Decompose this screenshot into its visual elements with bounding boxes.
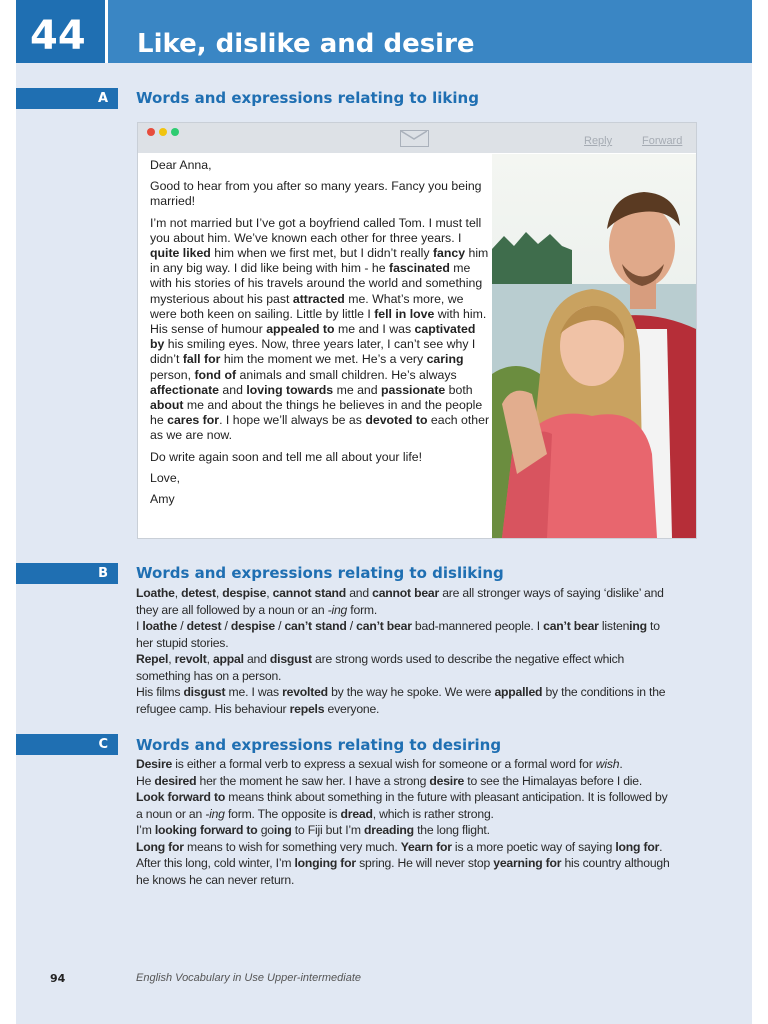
key-word: ing xyxy=(273,823,292,837)
section-c-line-3 xyxy=(136,789,676,822)
text: He xyxy=(136,773,155,788)
key-word: long for xyxy=(615,839,660,854)
key-phrase: caring xyxy=(426,352,464,367)
text: , xyxy=(206,652,213,666)
envelope-icon xyxy=(400,130,429,147)
text: , xyxy=(266,586,273,600)
text: I xyxy=(136,619,143,633)
section-a-tab xyxy=(16,88,118,109)
email-toolbar xyxy=(138,123,696,153)
text: person, xyxy=(150,367,195,382)
text: each other as we are now. xyxy=(150,413,490,443)
text: His films xyxy=(136,685,184,699)
text: me and I was xyxy=(334,322,415,337)
section-a-letter: A xyxy=(97,91,108,106)
maximize-dot-icon xyxy=(171,128,179,136)
key-phrase: captivated by xyxy=(150,322,476,352)
key-word: loathe xyxy=(142,619,178,633)
text: to see the Himalayas before I die. xyxy=(464,773,643,788)
text: form. The opposite is xyxy=(224,806,341,821)
text: me and about the things he believes in and the people he xyxy=(150,398,483,428)
letter-paragraph-4: Do write again soon and tell me all about your life! xyxy=(150,449,423,464)
text: , xyxy=(168,652,175,666)
key-word: Desire xyxy=(136,757,173,771)
section-b-line-4 xyxy=(136,684,676,717)
key-word: can’t bear xyxy=(543,619,599,633)
section-c-line-1 xyxy=(136,756,676,773)
text: I’m not married but I’ve got a boyfriend called Tom. I must tell you about him. We’ve known each other for three years. I xyxy=(150,215,482,245)
key-phrase: fancy xyxy=(432,246,466,261)
text: spring. He will never stop xyxy=(355,856,494,870)
key-phrase: fond of xyxy=(194,367,237,382)
key-phrase: affectionate xyxy=(150,382,220,397)
key-word: despise xyxy=(222,586,267,600)
key-word: dread xyxy=(340,806,373,821)
text: / xyxy=(221,619,231,633)
text: I’m xyxy=(136,823,155,837)
key-word: detest xyxy=(186,619,222,633)
unit-title: Like, dislike and desire xyxy=(137,29,475,59)
key-word: detest xyxy=(181,586,216,600)
key-word: disgust xyxy=(183,685,226,699)
key-word: Loathe xyxy=(136,586,175,600)
text: by the way he spoke. We were xyxy=(327,685,495,699)
key-word: can’t bear xyxy=(356,619,412,633)
text: . I hope we’ll always be as xyxy=(219,413,366,428)
text: and xyxy=(243,652,270,666)
key-word: desired xyxy=(154,773,197,788)
key-phrase: loving towards xyxy=(246,382,334,397)
text: are strong words used to describe the negative effect which something has on a person. xyxy=(136,652,625,683)
email-window xyxy=(137,122,697,539)
text: go xyxy=(257,823,274,837)
key-phrase: fall for xyxy=(182,352,221,367)
text: form. xyxy=(347,602,378,617)
text: listen xyxy=(598,619,630,633)
key-word: desire xyxy=(429,773,465,788)
text: are all stronger ways of saying ‘dislike’ and they are all followed by a noun or an xyxy=(136,586,664,617)
section-b-line-1 xyxy=(136,585,676,618)
section-b-body xyxy=(136,585,676,717)
text: me with his stories of his travels around the world and something mysterious about his past xyxy=(150,261,483,306)
key-word: cannot bear xyxy=(372,586,440,600)
text: her the moment he saw her. I have a strong xyxy=(196,773,430,788)
key-word: looking forward to xyxy=(154,823,258,837)
text: him in any big way. I did like being with him - he xyxy=(150,246,489,276)
text: his smiling eyes. Now, three years later, I can’t see why I didn’t xyxy=(150,337,476,367)
text: to her stupid stories. xyxy=(136,619,660,650)
section-b-letter: B xyxy=(98,566,108,581)
text: to Fiji but I’m xyxy=(291,823,365,837)
key-word: Yearn for xyxy=(400,839,452,854)
text: means think about something in the future with pleasant anticipation. It is followed by a noun or an xyxy=(136,790,668,821)
key-word: ing xyxy=(629,619,647,633)
key-word: Long for xyxy=(136,839,184,854)
key-word: revolt xyxy=(174,652,207,666)
key-phrase: fell in love xyxy=(374,306,435,321)
text: , xyxy=(215,586,223,600)
section-b-tab xyxy=(16,563,118,584)
key-phrase: passionate xyxy=(381,382,446,397)
couple-photo xyxy=(492,154,696,538)
key-phrase: fascinated xyxy=(389,261,450,276)
italic-term: -ing xyxy=(205,806,225,821)
key-word: appalled xyxy=(494,685,543,699)
minimize-dot-icon xyxy=(159,128,167,136)
letter-greeting: Dear Anna, xyxy=(150,158,212,172)
section-b-line-3 xyxy=(136,651,676,684)
text: and xyxy=(346,586,373,600)
text: with him. His sense of humour xyxy=(150,306,487,337)
key-word: longing for xyxy=(294,856,356,870)
text: means to wish for something very much. xyxy=(183,839,401,854)
section-b-heading: Words and expressions relating to disliking xyxy=(136,564,504,582)
letter-paragraph-1: Good to hear from you after so many years. Fancy you being married! xyxy=(150,179,482,209)
text: me. What’s more, we were both keen on sailing. Little by little I xyxy=(150,291,464,321)
text: is a more poetic way of saying xyxy=(451,839,616,854)
section-c-line-2 xyxy=(136,773,676,790)
text: , which is rather strong. xyxy=(372,806,494,821)
section-c-line-5 xyxy=(136,839,676,856)
key-word: appal xyxy=(212,652,244,666)
text: , xyxy=(174,586,182,600)
close-dot-icon xyxy=(147,128,155,136)
text: everyone. xyxy=(324,701,380,716)
letter-paragraph-2 xyxy=(150,216,492,444)
key-word: disgust xyxy=(269,652,312,666)
book-title: English Vocabulary in Use Upper-intermediate xyxy=(136,972,362,984)
key-word: Repel xyxy=(136,652,169,666)
key-phrase: attracted xyxy=(292,291,345,306)
letter-signoff: Love, xyxy=(150,470,181,485)
text: / xyxy=(346,619,357,633)
section-c-body xyxy=(136,756,676,888)
italic-term: -ing xyxy=(327,602,348,617)
key-word: repels xyxy=(289,701,325,716)
text: by the conditions in the refugee camp. His behaviour xyxy=(136,685,666,716)
letter-signature: Amy xyxy=(150,492,175,507)
forward-link[interactable]: Forward xyxy=(642,135,683,147)
text: animals and small children. He’s always xyxy=(236,367,457,382)
text: . xyxy=(619,757,623,771)
section-c-line-4 xyxy=(136,822,676,839)
key-word: cannot stand xyxy=(272,586,347,600)
section-c-letter: C xyxy=(98,737,108,752)
key-phrase: cares for xyxy=(167,413,220,428)
key-word: can’t stand xyxy=(284,619,347,633)
text: me and xyxy=(333,382,382,397)
text: bad-mannered people. I xyxy=(411,619,544,633)
text: the long flight. xyxy=(413,823,490,837)
text: / xyxy=(274,619,285,633)
section-c-line-6 xyxy=(136,855,676,888)
section-b-line-2 xyxy=(136,618,676,651)
text: After this long, cold winter, I’m xyxy=(136,856,295,870)
text: / xyxy=(177,619,187,633)
section-c-tab xyxy=(16,734,118,755)
key-phrase: about xyxy=(150,398,184,413)
reply-link[interactable]: Reply xyxy=(584,135,613,147)
italic-term: wish xyxy=(595,757,620,771)
text: both xyxy=(445,382,473,397)
key-word: despise xyxy=(230,619,275,633)
key-phrase: quite liked xyxy=(150,246,211,261)
text: him the moment we met. He’s a very xyxy=(220,352,427,367)
text: me. I was xyxy=(225,685,283,699)
key-word: dreading xyxy=(364,823,414,837)
unit-number: 44 xyxy=(30,13,86,59)
key-word: yearning for xyxy=(493,856,562,870)
section-c-heading: Words and expressions relating to desiring xyxy=(136,736,502,754)
key-phrase: devoted to xyxy=(365,413,428,428)
email-letter xyxy=(150,158,492,513)
text: is either a formal verb to express a sexual wish for someone or a formal word for xyxy=(172,757,596,771)
page-number: 94 xyxy=(50,972,66,985)
text: . xyxy=(659,839,663,854)
key-word: Look forward to xyxy=(136,790,226,804)
key-phrase: appealed to xyxy=(266,322,335,337)
key-word: revolted xyxy=(282,685,328,699)
text: and xyxy=(219,382,247,397)
text: his country although he knows he can never return. xyxy=(136,856,670,887)
text: him when we first met, but I didn’t really xyxy=(210,246,433,261)
section-a-heading: Words and expressions relating to liking xyxy=(136,89,479,107)
